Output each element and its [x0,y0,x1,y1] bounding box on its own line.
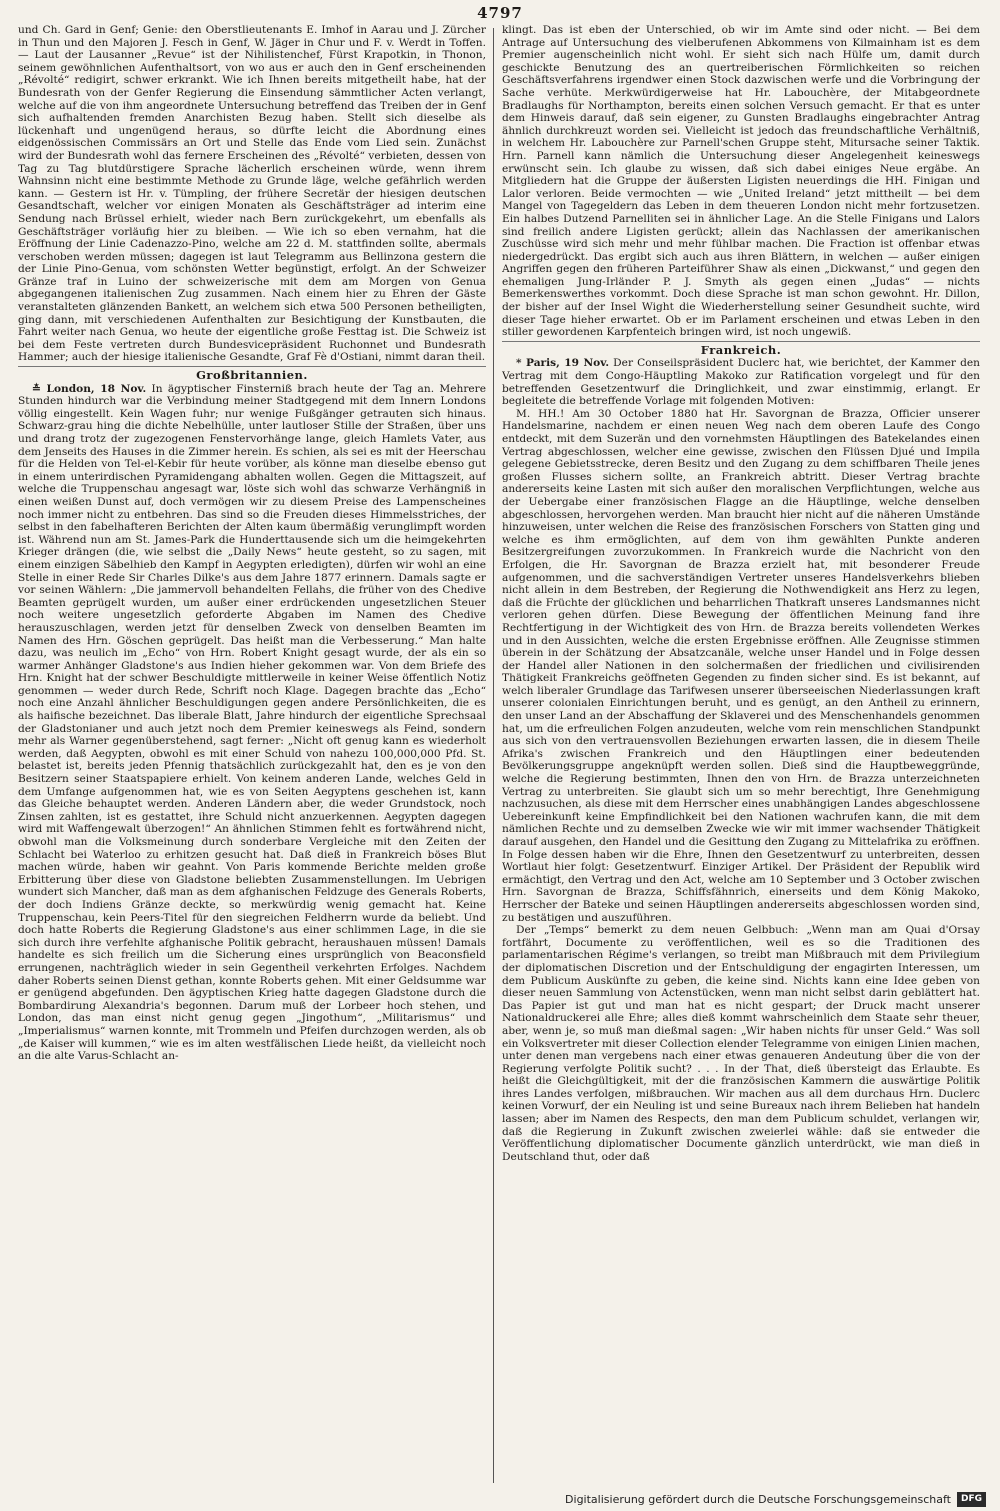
dateline-paris: * Paris, 19 Nov. [516,357,610,370]
digitization-footer [565,1490,986,1508]
article-paragraph [18,383,486,1063]
article-paragraph: M. HH.! Am 30 October 1880 hat Hr. Savorgnan de Brazza, Officier unserer Handelsmarine, nachdem er einen neuen Weg nach dem oberen Laufe des Congo entdeckt, mit dem Suzerän und den vornehmsten Häuptlingen des Batekelandes einen Vertrag abgeschlossen, welcher eine gewisse, zwischen den Flüssen Djué und Impila gelegene Gebietsstrecke, deren Besitz und den Zugang zu dem schiffbaren Theile jenes großen Flusses sichern sollte, an Frankreich abtritt. Dieser Vertrag brachte andererseits keine Lasten mit sich außer den moralischen Verpflichtungen, welche aus der Uebergabe einer französischen Flagge an die Häuptlinge, welche denselben abgeschlossen, hervorgehen werden. Man braucht hier nicht auf die näheren Umstände hinzuweisen, unter welchen die Reise des französischen Forschers von Statten ging und welche es ihm ermöglichten, auf dem von ihm gewählten Punkte anderen Besitzergreifungen zuvorzukommen. In Frankreich wurde die Nachricht von den Erfolgen, die Hr. Savorgnan de Brazza erzielt hat, mit besonderer Freude aufgenommen, und die sachverständigen Vertreter unseres Handelsverkehrs blieben nicht allein in dem Bestreben, der Regierung die Nothwendigkeit ans Herz zu legen, daß die Früchte der glücklichen und beharrlichen Thatkraft unseres Landsmannes nicht verloren gehen dürfen. Diese Bewegung der öffentlichen Meinung fand ihre Rechtfertigung in der Wichtigkeit des von Hrn. de Brazza bereits vollendeten Werkes und in den Aussichten, welche die ersten Ergebnisse eröffnen. Alle Zeugnisse stimmen überein in der Schätzung der Absatzcanäle, welche unser Handel und in Folge dessen der Handel aller Nationen in den solchermaßen der friedlichen und civilisirenden Thätigkeit Frankreichs geöffneten Gegenden zu finden sicher sind. Es ist bekannt, auf welch liberaler Grundlage das Tarifwesen unserer überseeischen Niederlassungen kraft unserer colonialen Einrichtungen beruht, und es genügt, an den Antheil zu erinnern, den unser Land an der Abschaffung der Sklaverei und des Menschenhandels genommen hat, um die erfreulichen Folgen anzudeuten, welche vom rein menschlichen Standpunkt aus sich von den vertrauensvollen Beziehungen erwarten lassen, die in diesem Theile Afrika's zwischen Frankreich und den Häuptlingen einer bedeutenden Bevölkerungsgruppe angeknüpft werden sollen. Dieß sind die Hauptbeweggründe, welche die Regierung bestimmten, Ihnen den von Hrn. de Brazza unterzeichneten Vertrag zu unterbreiten. Sie glaubt sich um so mehr berechtigt, Ihre Genehmigung nachzusuchen, als diese mit dem Herrscher eines unabhängigen Landes abgeschlossene Uebereinkunft keine Empfindlichkeit bei den Nationen wachrufen kann, die mit dem nämlichen Rechte und zu demselben Zwecke wie wir mit immer wachsender Thätigkeit darauf ausgehen, den Handel und die Gesittung den Zugang zu Mittelafrika zu eröffnen. In Folge dessen haben wir die Ehre, Ihnen den Gesetzentwurf zu unterbreiten, dessen Wortlaut hier folgt: Gesetzentwurf. Einziger Artikel. Der Präsident der Republik wird ermächtigt, den Vertrag und den Act, welche am 10 September und 3 October zwischen Hrn. Savorgnan de Brazza, Schiffsfähnrich, einerseits und dem König Makoko, Herrscher der Bateke und seinen Häuptlingen andererseits abgeschlossen worden sind, zu bestätigen und auszuführen. [502,407,980,924]
dateline-london: ≛ London, 18 Nov. [32,382,147,395]
article-paragraph [502,357,980,407]
right-column [502,24,980,1485]
article-paragraph: und Ch. Gard in Genf; Genie: den Oberstlieutenants E. Imhof in Aarau und J. Zürcher in Thun und den Majoren J. Fesch in Genf, W. Jäger in Chur und F. v. Werdt in Toffen. — Laut der Lausanner „Revue“ ist der Nihilistenchef, Fürst Krapotkin, in Thonon, seinem gewöhnlichen Aufenthaltsort, von wo aus er auch den in Genf erscheinenden „Révolté“ redigirt, schwer erkrankt. Wie ich Ihnen bereits mitgetheilt habe, hat der Bundesrath von der Genfer Regierung die Einsendung sämmtlicher Acten verlangt, welche auf die von ihm angeordnete Untersuchung betreffend das Treiben der in Genf sich aufhaltenden fremden Anarchisten Bezug haben. Stellt sich dieselbe als lückenhaft und ungenügend heraus, so dürfte leicht die Abordnung eines eidgenössischen Commissärs an Ort und Stelle das Ende vom Lied sein. Zunächst wird der Bundesrath wohl das fernere Erscheinen des „Révolté“ verbieten, dessen von Tag zu Tag blutdürstigere Sprache lächerlich erscheinen würde, wenn ihrem Wahnsinn nicht eine bestimmte Methode zu Grunde läge, welche gefährlich werden kann. — Gestern ist Hr. v. Tümpling, der frühere Secretär der hiesigen deutschen Gesandtschaft, welcher vor einigen Monaten als Geschäftsträger ad interim eine Sendung nach Brüssel erhielt, wieder nach Bern zurückgekehrt, um ebenfalls als Geschäftsträger vorläufig hier zu bleiben. — Wie ich so eben vernahm, hat die Eröffnung der Linie Cadenazzo-Pino, welche am 22 d. M. stattfinden sollte, abermals verschoben werden müssen; dagegen ist laut Telegramm aus Bellinzona gestern die der Linie Pino-Genua, vom schönsten Wetter begünstigt, erfolgt. An der Schweizer Gränze traf in Luino der schweizerische mit dem am Morgen von Genua abgegangenen italienischen Zug zusammen. Nach einem hier zu Ehren der Gäste veranstalteten glänzenden Bankett, an welchem sich etwa 500 Personen betheiligten, ging dann, mit verschiedenen Aufenthalten zur Besichtigung der Kunstbauten, die Fahrt weiter nach Genua, wo heute der eigentliche große Festtag ist. Die Schweiz ist bei dem Feste vertreten durch Bundesvicepräsident Ruchonnet und Bundesrath Hammer; auch der hiesige italienische Gesandte, Graf Fè d'Ostiani, nimmt daran theil. [18,24,486,364]
article-paragraph: klingt. Das ist eben der Unterschied, ob wir im Amte sind oder nicht. — Bei dem Antrage auf Untersuchung des vielberufenen Abkommens von Kilmainham ist es dem Premier augenscheinlich nicht wohl. Er sieht sich nach Hülfe um, damit durch geschickte Benutzung des an quertreiberischen Förmlichkeiten so reichen Geschäftsverfahrens irgendwer einen Stock dazwischen werfe und die Vorbringung der Sache verhüte. Merkwürdigerweise hat Hr. Labouchère, der Mitabgeordnete Bradlaughs für Northampton, bereits einen solchen Versuch gemacht. Er that es unter dem Hinweis darauf, daß sein eigener, zu Gunsten Bradlaughs eingebrachter Antrag ähnlich durchkreuzt worden sei. Vielleicht ist jedoch das freundschaftliche Verhältniß, in welchem Hr. Labouchère zur Parnell'schen Gruppe steht, Mitursache seiner Taktik. Hrn. Parnell kann nämlich die Untersuchung dieser Angelegenheit keineswegs erwünscht sein. Ich glaube zu wissen, daß sich dabei einiges Neue ergäbe. An Mitgliedern hat die Gruppe der äußersten Ligisten neuerdings die HH. Finigan und Lalor verloren. Beide vermochten — wie „United Ireland“ jetzt mittheilt — bei dem Mangel von Tagegeldern das Leben in dem theueren London nicht mehr fortzusetzen. Ein halbes Dutzend Parnelliten sei in ähnlicher Lage. An die Stelle Finigans und Lalors sind freilich andere Ligisten gerückt; allein das Nachlassen der amerikanischen Zuschüsse wird sich mehr und mehr fühlbar machen. Die Fraction ist offenbar etwas niedergedrückt. Das ergibt sich auch aus ihren Blättern, in welchen — außer einigen Angriffen gegen den früheren Parteiführer Shaw als einen „Dickwanst,“ und gegen den ehemaligen Jung-Irländer P. J. Smyth als gegen einen „Judas“ — nichts Bemerkenswerthes vorkommt. Doch diese Sprache ist man schon gewohnt. Hr. Dillon, der bisher auf der Insel Wight die Wiederherstellung seiner Gesundheit suchte, wird dieser Tage hieher erwartet. Ob er im Parlament erscheinen und etwas Leben in den stiller gewordenen Karpfenteich bringen wird, ist noch ungewiß. [502,24,980,339]
left-column [18,24,486,1485]
footer-text: Digitalisierung gefördert durch die Deutsche Forschungsgemeinschaft [565,1492,951,1506]
article-text: Der Conseilspräsident Duclerc hat, wie berichtet, der Kammer den Vertrag mit dem Congo-Häuptling Makoko zur Ratification vorgelegt und für den betreffenden Gesetzentwurf die Dringlichkeit, und zwar einstimmig, erlangt. Er begleitete die betreffende Vorlage mit folgenden Motiven: [502,357,980,408]
section-heading-france: Frankreich. [502,341,980,357]
page-number: 4797 [477,4,523,22]
article-text: In ägyptischer Finsterniß brach heute der Tag an. Mehrere Stunden hindurch war die Verbindung meiner Stadtgegend mit dem Innern Londons völlig eingestellt. Kein Wagen fuhr; nur wenige Fußgänger getrauten sich hinaus. Schwarz-grau hing die dichte Nebelhülle, unter lautloser Stille der Straßen, über uns und drang trotz der zugezogenen Fenstervorhänge lange, gleich Hamlets Vater, aus dem Jenseits des Hauses in die Zimmer herein. Es schien, als sei es mit der Heerschau für die Helden von Tel-el-Kebir für heute vorüber, als könne man dieselbe ebenso gut in einem unterirdischen Pyramidengang abhalten wollen. Gegen die Mittagszeit, auf welche die Truppenschau angesagt war, löste sich wohl das schwarze Verhängniß in einen weißen Dunst auf, doch vermögen wir zu diesem Preise des Lampenscheines noch immer nicht zu entbehren. Das sind so die Freuden dieses Himmelsstriches, der selbst in den fabelhafteren Berichten der Alten kaum übermäßig verunglimpft worden ist. Während nun am St. James-Park die Hunderttausende sich um die heimgekehrten Krieger drängen (die, wie selbst die „Daily News“ heute gesteht, so zu sagen, mit einem einzigen Säbelhieb den Kampf in Aegypten erledigten), dürfen wir wohl an eine Stelle in einer Rede Sir Charles Dilke's aus dem Jahre 1877 erinnern. Damals sagte er vor seinen Wählern: „Die jammervoll behandelten Fellahs, die früher von des Chedive Beamten geprügelt wurden, um außer einer erdrückenden ungesetzlichen Steuer noch weitere ungesetzlich geforderte Abgaben im Namen des Chedive herauszuschlagen, werden jetzt für denselben Zweck von denselben Beamten im Namen des Hrn. Göschen geprügelt. Das heißt man die Verbesserung.“ Man halte dazu, was neulich im „Echo“ von Hrn. Robert Knight gesagt wurde, der als ein so warmer Anhänger Gladstone's aus Indien hieher gekommen war. Von dem Briefe des Hrn. Knight hat der schwer Beschuldigte mittlerweile in keiner Weise öffentlich Notiz genommen — weder durch Rede, Schrift noch Klage. Dagegen brachte das „Echo“ noch eine Anzahl ähnlicher Beschuldigungen gegen andere Persönlichkeiten, die es als haifische bezeichnet. Das liberale Blatt, Jahre hindurch der eigentliche Sprechsaal der Gladstonianer und auch jetzt noch dem Premier keineswegs als Feind, sondern mehr als Warner gegenüberstehend, sagt ferner: „Nicht oft genug kann es wiederholt werden, daß Aegypten, obwohl es mit einer Schuld von nahezu 100,000,000 Pfd. St. belastet ist, bereits jeden Pfennig thatsächlich zurückgezahlt hat, den es je von den Besitzern seiner Staatspapiere erhielt. Von keinem anderen Lande, welches Geld in dem Umfange aufgenommen hat, wie es von Seiten Aegyptens geschehen ist, kann das Gleiche behauptet werden. Anderen Ländern aber, die weder Grundstock, noch Zinsen zahlten, ist es gestattet, ihre Schuld nicht anzuerkennen. Aegypten dagegen wird mit Waffengewalt überzogen!“ An ähnlichen Stimmen fehlt es fortwährend nicht, obwohl man die Volksmeinung durch sonderbare Vergleiche mit den Zeiten der Schlacht bei Waterloo zu erhitzen gesucht hat. Daß dieß in Frankreich böses Blut machen würde, haben wir geahnt. Von Paris kommende Berichte melden große Erbitterung über diese von Gladstone beliebten Zusammenstellungen. Im Uebrigen wundert sich Mancher, daß man as dem afghanischen Feldzuge des Generals Roberts, der doch Indiens Gränze deckte, so merkwürdig wenig gemacht hat. Keine Truppenschau, kein Peers-Titel für den siegreichen Feldherrn wurde da beliebt. Und doch hatte Roberts die Regierung Gladstone's aus einer schlimmen Lage, in die sie sich durch ihre verfehlte afghanische Politik gebracht, heraushauen müssen! Damals handelte es sich freilich um die Sicherung eines ursprünglich von Beaconsfield errungenen, nachträglich wieder in sein Gegentheil verkehrten Erfolges. Nachdem daher Roberts seinen Dienst gethan, konnte Roberts gehen. Mit einer Geldsumme war er genügend abgefunden. Den ägyptischen Krieg hatte dagegen Gladstone durch die Bombardirung Alexandria's begonnen. Darum muß der Lorbeer hoch stehen, und London, das man einst nicht genug gegen „Jingothum“, „Militarismus“ und „Imperialismus“ warnen konnte, mit Trommeln und Pfeifen durchzogen werden, als ob „de Kaiser will kummen,“ wie es im alten westfälischen Liede heißt, da vielleicht noch an die alte Varus-Schlacht an- [18,382,486,1063]
article-paragraph: Der „Temps“ bemerkt zu dem neuen Gelbbuch: „Wenn man am Quai d'Orsay fortfährt, Documente zu veröffentlichen, weil es so die Traditionen des parlamentarischen Régime's verlangen, so treibt man Mißbrauch mit dem Privilegium der diplomatischen Discretion und der Entschuldigung der engagirten Interessen, um dem Publicum Auskünfte zu geben, die keine sind. Nichts kann eine Idee geben von dieser neuen Sammlung von Actenstücken, wenn man nicht selbst darin geblättert hat. Das Papier ist gut und man hat es nicht gespart; der Druck macht unserer Nationaldruckerei alle Ehre; alles dieß kommt wahrscheinlich dem Staate sehr theuer, aber, wenn je, so muß man dießmal sagen: „Wir haben nichts für unser Geld.“ Was soll ein Volksvertreter mit dieser Collection elender Telegramme von einigen Linien machen, unter denen man vergebens nach einer etwas genaueren Andeutung über die von der Regierung verfolgte Politik sucht? . . . In der That, dieß übersteigt das Erlaubte. Es heißt die Gleichgültigkeit, mit der die französischen Kammern die auswärtige Politik ihres Landes verfolgen, mißbrauchen. Wir machen aus all dem durchaus Hrn. Duclerc keinen Vorwurf, der ein Neuling ist und seine Bureaux nach ihrem Belieben hat handeln lassen; aber im Namen des Respects, den man dem Publicum schuldet, verlangen wir, daß die Regierung in Zukunft zwischen zweierlei wähle: daß sie entweder die Veröffentlichung diplomatischer Documente gänzlich unterdrückt, wie man dieß in Deutschland thut, oder daß [502,924,980,1163]
section-heading-great-britain: Großbritannien. [18,366,486,382]
column-divider [493,28,494,1483]
dfg-logo-icon: DFG [957,1492,986,1507]
